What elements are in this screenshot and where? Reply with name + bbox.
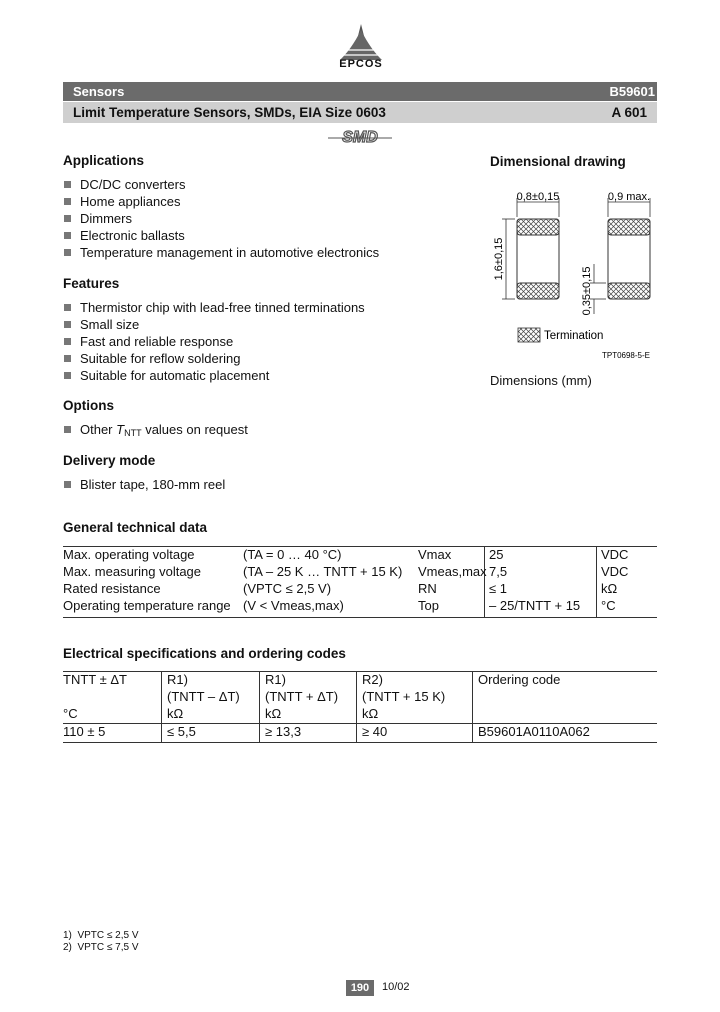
col-rhigh-unit: kΩ <box>265 706 282 721</box>
col-r15-header: R2) <box>362 672 383 687</box>
dim-length-label: 1,6±0,15 <box>493 237 505 281</box>
general-data-table <box>63 547 657 615</box>
dim-thickness-label: 0,9 max. <box>607 191 651 203</box>
divider <box>63 617 657 618</box>
list-item: Blister tape, 180-mm reel <box>63 476 463 493</box>
row-rlow: ≤ 5,5 <box>167 724 196 739</box>
smd-badge <box>324 128 396 146</box>
options-list <box>63 421 463 438</box>
list-item: Home appliances <box>63 193 463 210</box>
legend-label: Termination <box>544 330 604 342</box>
electrical-table <box>63 671 657 742</box>
col-rlow-header: R1) <box>167 672 188 687</box>
category-bar <box>63 82 657 101</box>
applications-heading: Applications <box>63 153 145 168</box>
table-row: Max. operating voltage (TA = 0 … 40 °C) Vmax 25 VDC <box>63 547 629 562</box>
col-temp-unit: °C <box>63 706 78 721</box>
list-item: Electronic ballasts <box>63 227 463 244</box>
category-label: Sensors <box>73 84 125 99</box>
list-item: Small size <box>63 316 463 333</box>
col-r15-unit: kΩ <box>362 706 379 721</box>
table-row: Operating temperature range (V < Vmeas,max) Top – 25/TNTT + 15 °C <box>63 598 616 613</box>
row-ordering-code: B59601A0110A062 <box>478 724 590 739</box>
table-row: Rated resistance (VPTC ≤ 2,5 V) RN ≤ 1 kΩ <box>63 581 618 596</box>
list-item: Fast and reliable response <box>63 333 463 350</box>
brand-name: EPCOS <box>339 58 383 70</box>
page-title: Limit Temperature Sensors, SMDs, EIA Size 0603 <box>73 105 386 120</box>
delivery-list <box>63 476 463 493</box>
options-heading: Options <box>63 398 114 413</box>
col-temp-header: TNTT ± ΔT <box>63 672 127 687</box>
list-item: Dimmers <box>63 210 463 227</box>
footnote: 2) VPTC ≤ 7,5 V <box>63 942 139 953</box>
col-rlow-cond: (TNTT – ΔT) <box>167 689 240 704</box>
divider <box>63 742 657 743</box>
list-item: Other $T_{NTT}$ values on request <box>63 421 463 438</box>
row-rhigh: ≥ 13,3 <box>265 724 302 739</box>
footnote: 1) VPTC ≤ 2,5 V <box>63 930 139 941</box>
list-item: Suitable for reflow soldering <box>63 350 463 367</box>
smd-badge-text: SMD <box>342 129 378 146</box>
row-temp: 110 ± 5 <box>63 724 106 739</box>
units-note: Dimensions (mm) <box>490 373 592 388</box>
col-rhigh-cond: (TNTT + ΔT) <box>265 689 339 704</box>
termination-swatch <box>518 328 540 342</box>
part-number: B59601 <box>609 84 655 99</box>
dim-width-label: 0,8±0,15 <box>516 191 560 203</box>
row-r15: ≥ 40 <box>362 724 388 739</box>
list-item: Thermistor chip with lead-free tinned terminations <box>63 299 463 316</box>
list-item: Suitable for automatic placement <box>63 367 463 384</box>
dim-term-label: 0,35±0,15 <box>581 266 593 316</box>
applications-list <box>63 176 463 261</box>
page-number: 190 <box>346 980 374 996</box>
list-item: DC/DC converters <box>63 176 463 193</box>
delivery-heading: Delivery mode <box>63 453 156 468</box>
drawing-heading: Dimensional drawing <box>490 154 626 169</box>
col-r15-cond: (TNTT + 15 K) <box>362 689 446 704</box>
electrical-heading: Electrical specifications and ordering codes <box>63 646 346 661</box>
col-code-header: Ordering code <box>478 672 561 687</box>
issue-date: 10/02 <box>382 981 410 993</box>
col-rhigh-header: R1) <box>265 672 286 687</box>
title-bar <box>63 102 657 123</box>
col-rlow-unit: kΩ <box>167 706 184 721</box>
features-heading: Features <box>63 276 120 291</box>
drawing-code: TPT0698-5-E <box>601 351 650 360</box>
general-heading: General technical data <box>63 520 208 535</box>
table-row: Max. measuring voltage (TA – 25 K … TNTT + 15 K) Vmeas,max 7,5 VDC <box>63 564 629 579</box>
list-item: Temperature management in automotive electronics <box>63 244 463 261</box>
features-list <box>63 299 463 384</box>
sheet-number: A 601 <box>611 105 647 120</box>
dimensional-drawing <box>486 184 666 374</box>
